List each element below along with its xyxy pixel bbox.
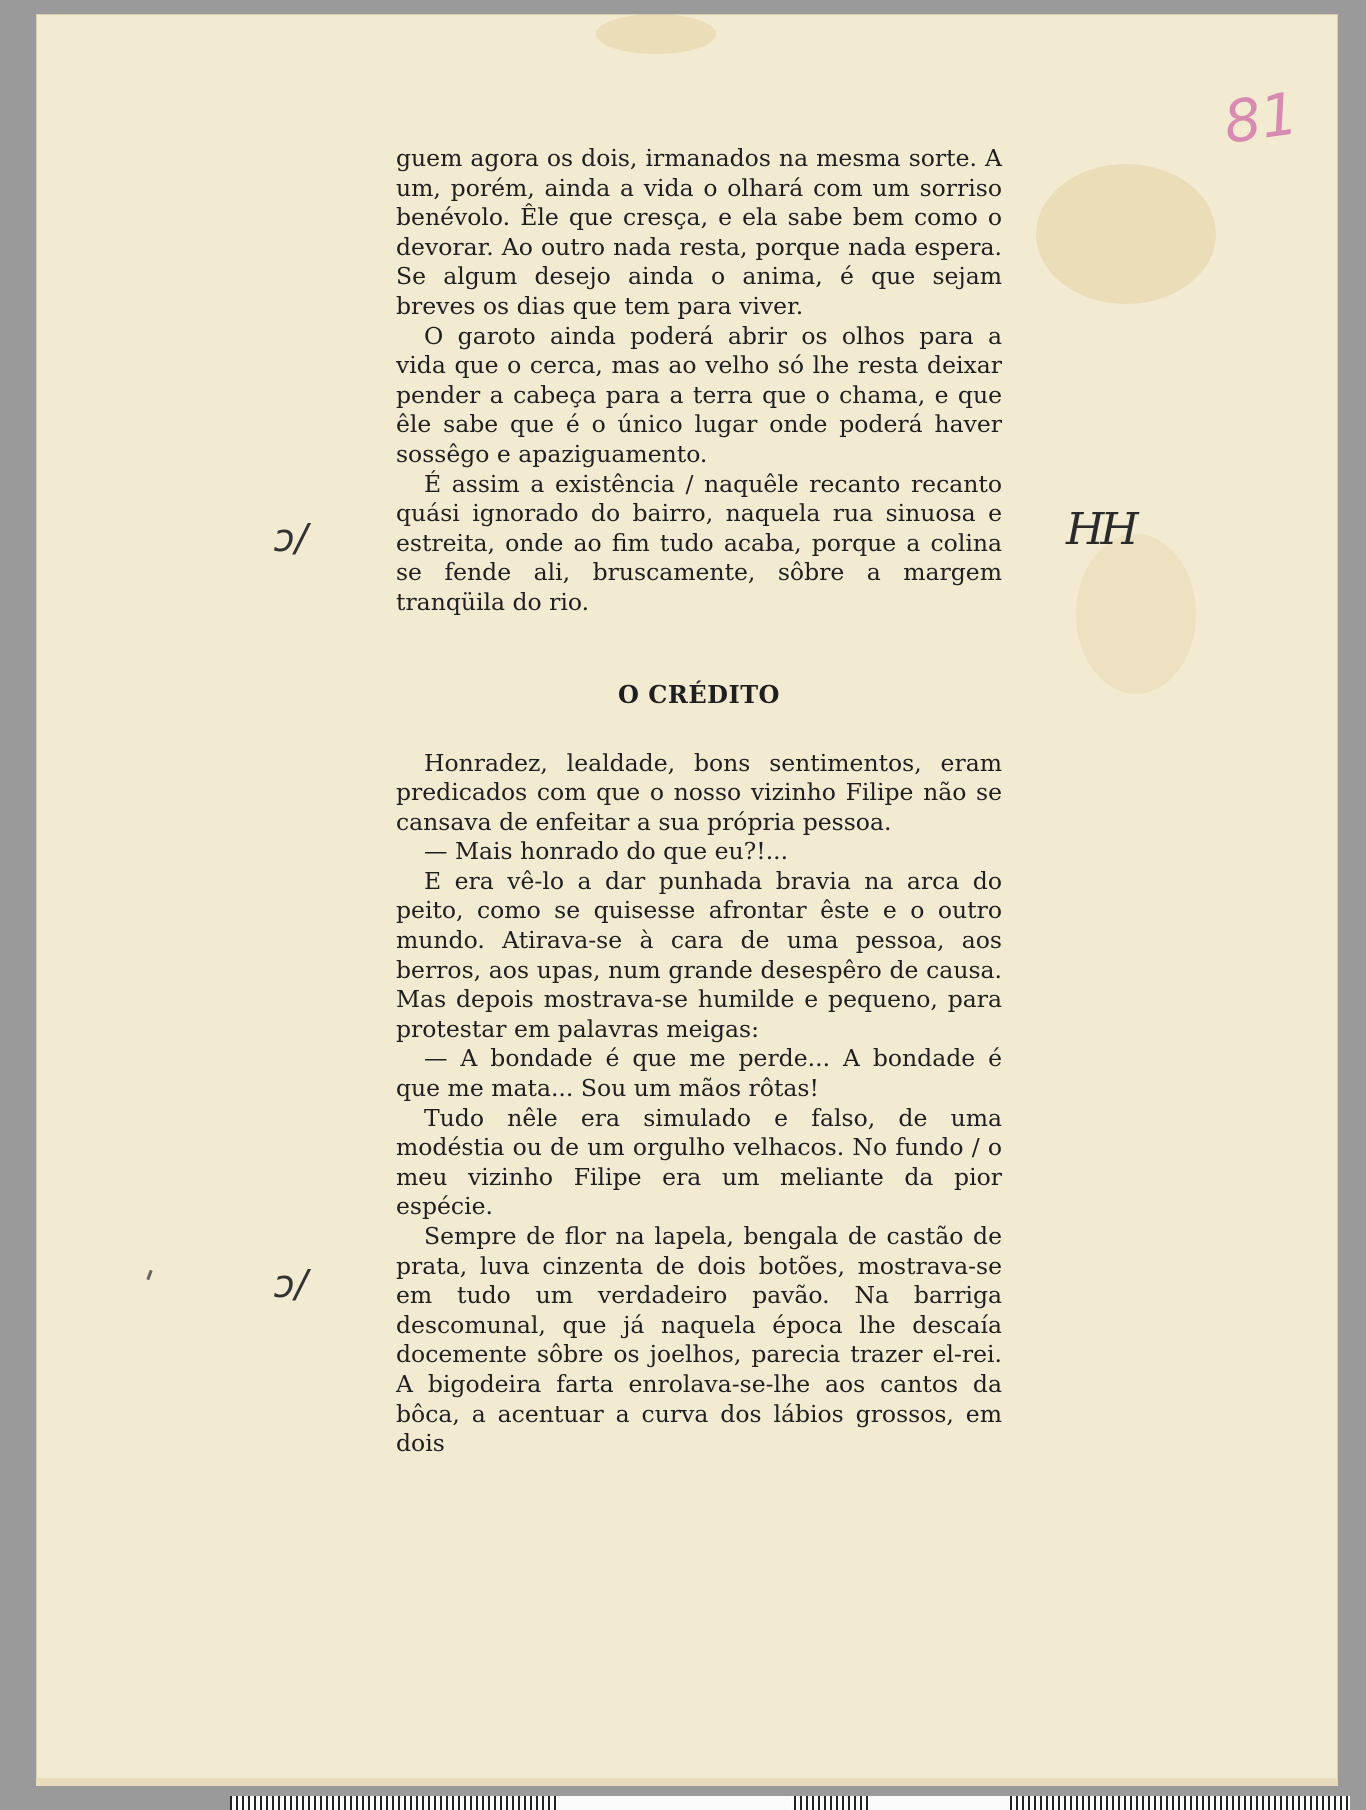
margin-mark: ↄ/ bbox=[274, 1262, 308, 1306]
margin-initials: HH bbox=[1066, 504, 1135, 555]
paragraph: — Mais honrado do que eu?!... bbox=[424, 837, 789, 866]
paragraph: E era vê-lo a dar punhada bravia na arca do peito, como se quisesse afrontar êste e o outro mundo. Atirava-se à cara de uma pessoa, aos berros, aos upas, num grande desespêro de causa. Mas depois mostrava-se humilde e pequeno, para protestar em palavras meigas: bbox=[396, 866, 1002, 1043]
paragraph: O garoto ainda poderá abrir os olhos para a vida que o cerca, mas ao velho só lhe resta deixar pender a cabeça para a terra que o chama, e que êle sabe que é o único lugar onde poderá haver sossêgo e apaziguamento. bbox=[396, 321, 1002, 468]
paragraph: É assim a existência / naquêle recanto recanto quási ignorado do bairro, naquela rua sinuosa e estreita, onde ao fim tudo acaba, porque a colina se fende ali, bruscamente, sôbre a margem tranqüila do rio. bbox=[396, 469, 1002, 616]
paragraph: — A bondade é que me perde... A bondade é que me mata... Sou um mãos rôtas! bbox=[396, 1044, 1002, 1103]
folio-number: 81 bbox=[1219, 79, 1303, 157]
text-column bbox=[396, 144, 1002, 1459]
paper-stain bbox=[1076, 534, 1196, 694]
paragraph: Sempre de flor na lapela, bengala de castão de prata, luva cinzenta de dois botões, mostrava-se em tudo um verdadeiro pavão. Na barriga descomunal, que já naquela época lhe descaía docemente sôbre os joelhos, parecia trazer el-rei. A bigodeira farta enrolava-se-lhe aos cantos da bôca, a acentuar a curva dos lábios grossos, em dois bbox=[396, 1222, 1002, 1458]
paper-stain bbox=[1036, 164, 1216, 304]
scan-ruler bbox=[230, 1796, 1350, 1810]
section-title: O CRÉDITO bbox=[618, 679, 780, 709]
pencil-tick bbox=[146, 1270, 152, 1280]
document-page bbox=[36, 14, 1338, 1786]
paragraph: guem agora os dois, irmanados na mesma sorte. A um, porém, ainda a vida o olhará com um sorriso benévolo. Êle que cresça, e ela sabe bem como o devorar. Ao outro nada resta, porque nada espera. Se algum desejo ainda o anima, é que sejam breves os dias que tem para viver. bbox=[396, 144, 1002, 320]
paper-stain bbox=[596, 14, 716, 54]
margin-mark: ↄ/ bbox=[274, 516, 308, 560]
paragraph: Tudo nêle era simulado e falso, de uma modéstia ou de um orgulho velhacos. No fundo / o meu vizinho Filipe era um meliante da pior espécie. bbox=[396, 1103, 1002, 1221]
paragraph: Honradez, lealdade, bons sentimentos, eram predicados com que o nosso vizinho Filipe não se cansava de enfeitar a sua própria pessoa. bbox=[396, 748, 1002, 836]
